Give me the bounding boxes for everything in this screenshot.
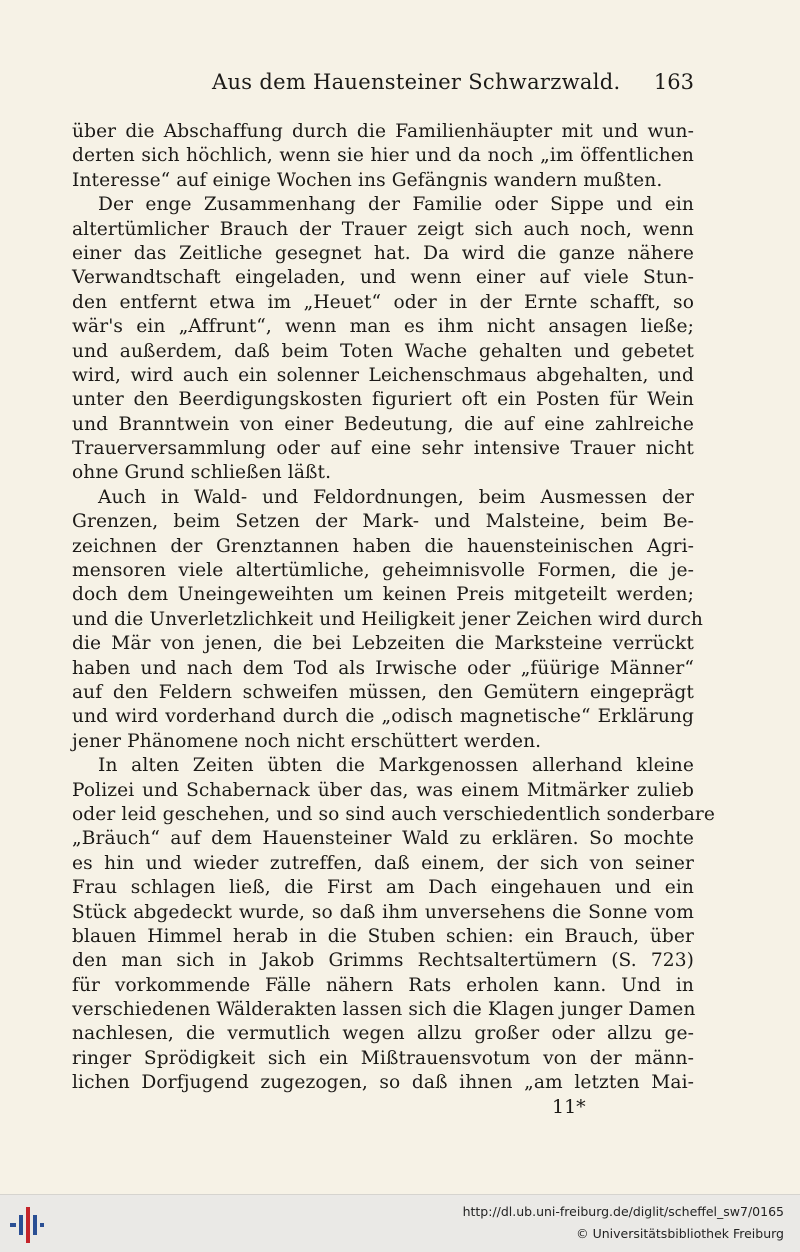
text-line: Der enge Zusammenhang der Familie oder Sippe und ein: [98, 194, 694, 216]
text-line: für vorkommende Fälle nähern Rats erholen kann. Und in: [72, 974, 694, 996]
text-line: nachlesen, die vermutlich wegen allzu großer oder allzu ge-: [72, 1023, 694, 1045]
text-line: Trauerversammlung oder auf eine sehr intensive Trauer nicht: [72, 438, 694, 460]
running-title: Aus dem Hauensteiner Schwarzwald.: [212, 70, 621, 94]
text-line: Grenzen, beim Setzen der Mark- und Malsteine, beim Be-: [72, 511, 694, 533]
text-line: Verwandtschaft eingeladen, und wenn einer auf viele Stun-: [72, 267, 694, 289]
text-line: es hin und wieder zutreffen, daß einem, der sich von seiner: [72, 852, 694, 874]
text-line: jener Phänomene noch nicht erschüttert werden.: [72, 730, 542, 752]
text-line: die Mär von jenen, die bei Lebzeiten die Marksteine verrückt: [72, 633, 694, 655]
text-line: ringer Sprödigkeit sich ein Mißtrauensvotum von der männ-: [72, 1047, 694, 1069]
text-line: auf den Feldern schweifen müssen, den Gemütern eingeprägt: [72, 681, 694, 703]
text-line: Interesse“ auf einige Wochen ins Gefängnis wandern mußten.: [72, 169, 663, 191]
text-line: lichen Dorfjugend zugezogen, so daß ihnen „am letzten Mai-: [72, 1072, 694, 1094]
text-line: und wird vorderhand durch die „odisch magnetische“ Erklärung: [72, 706, 694, 728]
text-line: und Branntwein von einer Bedeutung, die auf eine zahlreiche: [72, 413, 694, 435]
text-line: zeichnen der Grenztannen haben die hauensteinischen Agri-: [72, 535, 694, 557]
text-line: unter den Beerdigungskosten figuriert oft ein Posten für Wein: [72, 389, 694, 411]
text-line: den man sich in Jakob Grimms Rechtsaltertümern (S. 723): [72, 950, 694, 972]
text-line: In alten Zeiten übten die Markgenossen allerhand kleine: [98, 755, 694, 777]
text-line: „Bräuch“ auf dem Hauensteiner Wald zu erklären. So mochte: [72, 828, 694, 850]
text-line: Frau schlagen ließ, die First am Dach eingehauen und ein: [72, 877, 694, 899]
text-line: haben und nach dem Tod als Irwische oder „füürige Männer“: [72, 657, 694, 679]
viewer-footer: [0, 1194, 800, 1252]
library-logo-icon[interactable]: [10, 1205, 44, 1243]
text-line: wär's ein „Affrunt“, wenn man es ihm nicht ansagen ließe;: [72, 316, 694, 338]
text-line: den entfernt etwa im „Heuet“ oder in der Ernte schafft, so: [72, 291, 694, 313]
signature-mark: 11*: [552, 1096, 586, 1118]
permalink-url[interactable]: http://dl.ub.uni-freiburg.de/diglit/scheffel_sw7/0165: [462, 1204, 784, 1219]
text-line: ohne Grund schließen läßt.: [72, 462, 332, 484]
text-line: und außerdem, daß beim Toten Wache gehalten und gebetet: [72, 340, 694, 362]
text-line: Auch in Wald- und Feldordnungen, beim Ausmessen der: [98, 486, 694, 508]
page-number: 163: [653, 70, 694, 94]
text-line: blauen Himmel herab in die Stuben schien: ein Brauch, über: [72, 925, 694, 947]
text-line: einer das Zeitliche gesegnet hat. Da wird die ganze nähere: [72, 242, 694, 264]
text-line: Stück abgedeckt wurde, so daß ihm unversehens die Sonne vom: [72, 901, 694, 923]
text-line: und die Unverletzlichkeit und Heiligkeit jener Zeichen wird durch: [72, 608, 703, 630]
copyright-notice: © Universitätsbibliothek Freiburg: [576, 1226, 784, 1241]
page-header: [72, 70, 694, 100]
text-line: mensoren viele altertümliche, geheimnisvolle Formen, die je-: [72, 560, 694, 582]
body-text: [72, 120, 715, 1096]
text-line: verschiedenen Wälderakten lassen sich die Klagen junger Damen: [72, 999, 696, 1021]
text-line: oder leid geschehen, und so sind auch verschiedentlich sonderbare: [72, 803, 715, 825]
text-line: wird, wird auch ein solenner Leichenschmaus abgehalten, und: [72, 364, 694, 386]
text-line: altertümlicher Brauch der Trauer zeigt sich auch noch, wenn: [72, 218, 694, 240]
text-line: derten sich höchlich, wenn sie hier und da noch „im öffentlichen: [72, 145, 694, 167]
text-line: Polizei und Schabernack über das, was einem Mitmärker zulieb: [72, 779, 694, 801]
text-line: über die Abschaffung durch die Familienhäupter mit und wun-: [72, 121, 694, 142]
text-line: doch dem Uneingeweihten um keinen Preis mitgeteilt werden;: [72, 584, 694, 606]
